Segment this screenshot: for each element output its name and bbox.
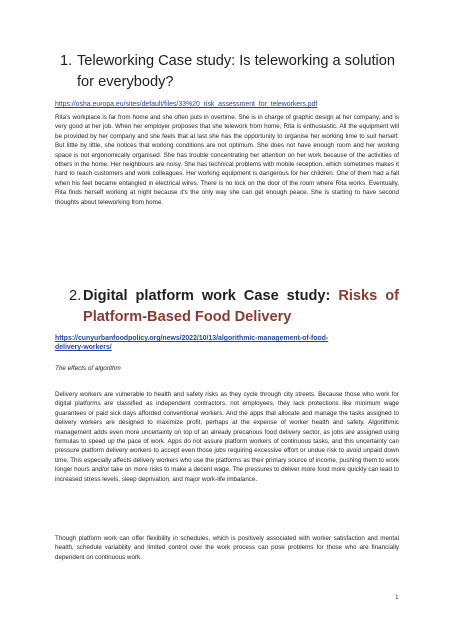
section-1-number: 1.: [60, 53, 73, 69]
section-2-paragraph-1: Delivery workers are vulnerable to health and safety risks as they cycle through city streets. Because those who work for digital platforms are classified as independent contractors, not employees, they lack protections like minimum wage guarantees or paid sick days afforded conventional workers. And the apps that allocate and manage the tasks assigned to delivery workers are designed to maximize profit, perhaps at the expense of worker health and safety. Algorithmic management adds even more uncertainty on top of an already precarious food delivery sector, as jobs are assigned using formulas to speed up the pace of work. Apps do not assure platform workers of continuous tasks, and this uncertainty can pressure platform delivery workers to accept even those jobs requiring excessive effort or undue risk to avoid unpaid down time. This especially affects delivery workers who use the platforms as their primary source of income, pushing them to work longer hours and/or take on more risks to make a decent wage. The pressures to deliver more food more quickly can lead to increased stress levels, sleep deprivation, and major work-life imbalance.: [55, 391, 399, 483]
heading-word: Case: [243, 288, 279, 304]
section-1-title: Teleworking Case study: Is teleworking a solution for everybody?: [77, 53, 395, 90]
heading-word: study:: [286, 288, 331, 304]
heading-word: Risks: [338, 288, 378, 304]
section-1-heading: [60, 51, 405, 93]
heading-word: work: [201, 288, 236, 304]
section-2-link-line-2[interactable]: delivery-workers/: [55, 344, 112, 351]
heading-word: of: [385, 288, 399, 304]
section-2-paragraph-2: Though platform work can offer flexibility in schedules, which is positively associated with worker satisfaction and mental health, schedule variability and limited control over the work process can pose problems for those who are financially dependent on continuous work.: [55, 535, 399, 561]
section-2-heading-line-2: Platform-Based Food Delivery: [83, 309, 292, 325]
section-2-heading-line-1: [69, 286, 399, 307]
section-2-number: 2.: [69, 288, 82, 304]
heading-word: Digital: [83, 288, 128, 304]
section-2-link-line-1[interactable]: https://cunyurbanfoodpolicy.org/news/2022/10/13/algorithmic-management-of-food-: [55, 335, 329, 342]
section-2-subheading: The effects of algorithm: [55, 365, 121, 372]
section-1-paragraph: Rita's workplace is far from home and she often puts in overtime. She is in charge of graphic design at her company, and is very good at her job. When her employer proposes that she telework from home, Rita is enthusiastic. All the equipment will be provided by her company and she feels that at last she has the opportunity to organise her working time to suit herself. But little by little, she notices that working conditions are not optimum. She does not have enough room and her working space is not ergonomically organised. She has trouble concentrating her attention on her work because of the activities of others in the home. Her neighbours are noisy. She has technical problems with mobile reception, which sometimes makes it hard to reach customers and work colleagues. Her working equipment is dangerous for her children. One of them had a fall when his feet became entangled in electrical wires. There is no lock on the door of the room where Rita works. Eventually, Rita finds herself working at night because it's the only way she can get enough peace. She is starting to have second thoughts about teleworking from home.: [55, 114, 399, 206]
section-1-link[interactable]: https://osha.europa.eu/sites/default/files/33%20_risk_assessment_for_teleworkers.pdf: [55, 101, 318, 108]
page-number: 1: [395, 594, 399, 601]
heading-word: platform: [135, 288, 194, 304]
section-2-heading: [69, 286, 399, 328]
